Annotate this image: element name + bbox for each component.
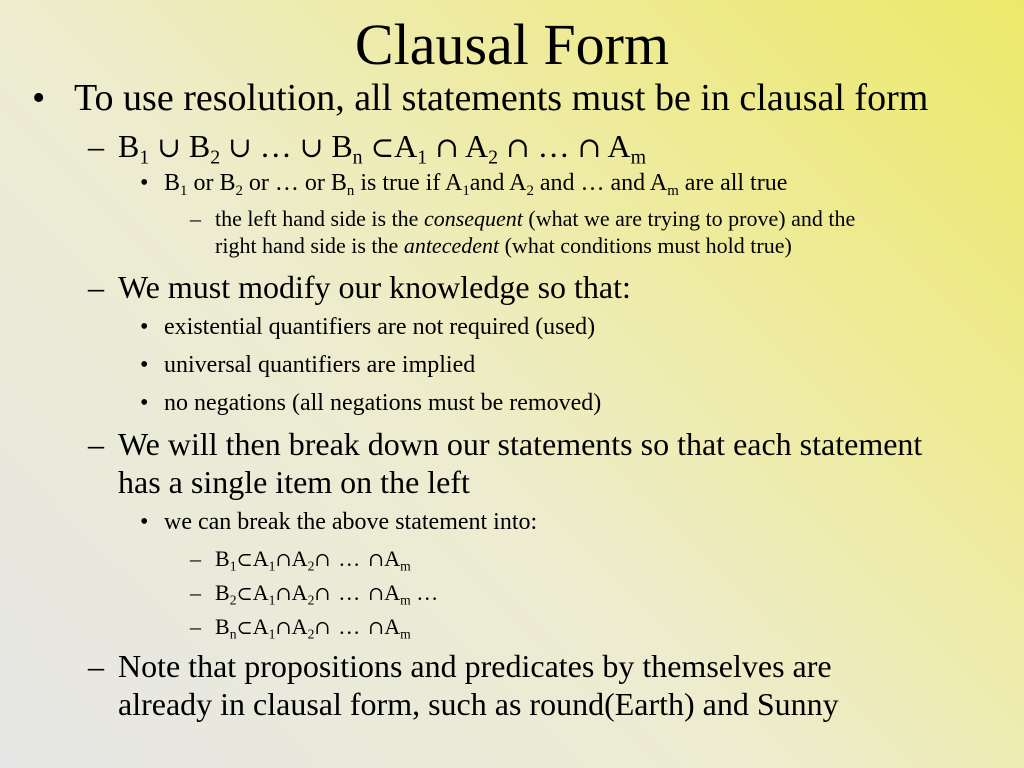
explanation-line-1: the left hand side is the consequent (what we are trying to prove) and the: [215, 206, 856, 231]
clause-1: $B_1\subset A_1\cap A_2\cap$ … $\cap A_m$: [215, 546, 411, 574]
subset-symbol: ⊂: [236, 582, 253, 605]
subset-symbol: ⊂: [236, 616, 253, 639]
modify-item: no negations (all negations must be removed): [164, 390, 602, 416]
trailing-ellipsis: …: [410, 580, 439, 605]
clausal-formula: $B_1$ ∪ $B_2$ ∪ … ∪ $B_n$ $\subset A_1$ ∩ $A_2$ ∩ … ∩ $A_m$: [118, 128, 647, 169]
consequent-term: consequent: [423, 206, 523, 231]
bullet-marker: •: [32, 77, 46, 119]
subset-symbol: ⊂: [370, 131, 395, 164]
union-symbol: ∪: [228, 131, 252, 164]
dash-marker: –: [190, 614, 201, 639]
intersect-symbol: ∩: [367, 548, 385, 571]
slide-title: Clausal Form: [354, 12, 670, 77]
union-symbol: ∪: [157, 131, 181, 164]
intersect-symbol: ∩: [577, 131, 602, 164]
ellipsis: …: [338, 614, 361, 639]
note-line-1: Note that propositions and predicates by themselves are: [118, 648, 832, 684]
dash-marker: –: [88, 648, 104, 684]
dash-marker: –: [190, 580, 201, 605]
modify-item: existential quantifiers are not required (used): [164, 314, 596, 340]
clause-n: $B_n\subset A_1\cap A_2\cap$ … $\cap A_m$: [215, 614, 411, 642]
ellipsis: …: [338, 580, 361, 605]
ellipsis: …: [338, 546, 361, 571]
bullet-marker: •: [140, 352, 149, 378]
subset-symbol: ⊂: [236, 548, 253, 571]
break-sub: we can break the above statement into:: [164, 509, 538, 535]
dash-marker: –: [88, 128, 104, 164]
break-line-2: has a single item on the left: [118, 464, 470, 500]
dash-marker: –: [190, 206, 201, 231]
break-line-1: We will then break down our statements so that each statement: [118, 426, 923, 462]
formula-meaning: $B_1$ or $B_2$ or … or $B_n$ is true if $A_1and$ $A_2$ and … and $A_m$ are all true: [164, 170, 788, 199]
bullet-marker: •: [140, 170, 149, 196]
intersect-symbol: ∩: [367, 582, 385, 605]
bullet-marker: •: [140, 314, 149, 340]
bullet-marker: •: [140, 509, 149, 535]
antecedent-term: antecedent: [403, 233, 500, 258]
dash-marker: –: [88, 269, 104, 305]
intersect-symbol: ∩: [275, 616, 292, 639]
intersect-symbol: ∩: [367, 616, 385, 639]
clause-2: $B_2\subset A_1\cap A_2\cap$ … $\cap A_m$ …: [215, 580, 439, 608]
intersect-symbol: ∩: [275, 548, 292, 571]
bullet-marker: •: [140, 390, 149, 416]
note-line-2: already in clausal form, such as round(Earth) and Sunny: [118, 686, 839, 722]
intersect-symbol: ∩: [435, 131, 459, 164]
main-bullet-text: To use resolution, all statements must be in clausal form: [74, 77, 929, 119]
intersect-symbol: ∩: [314, 616, 331, 639]
dash-marker: –: [88, 426, 104, 462]
intersect-symbol: ∩: [506, 131, 530, 164]
ellipsis: …: [259, 128, 292, 164]
intersect-symbol: ∩: [275, 582, 292, 605]
explanation-line-2: right hand side is the antecedent (what conditions must hold true): [215, 233, 792, 258]
intersect-symbol: ∩: [314, 582, 331, 605]
modify-item: universal quantifiers are implied: [164, 352, 476, 378]
ellipsis: …: [537, 128, 570, 164]
union-symbol: ∪: [299, 131, 324, 164]
intersect-symbol: ∩: [314, 548, 331, 571]
dash-marker: –: [190, 546, 201, 571]
modify-text: We must modify our knowledge so that:: [118, 269, 631, 305]
